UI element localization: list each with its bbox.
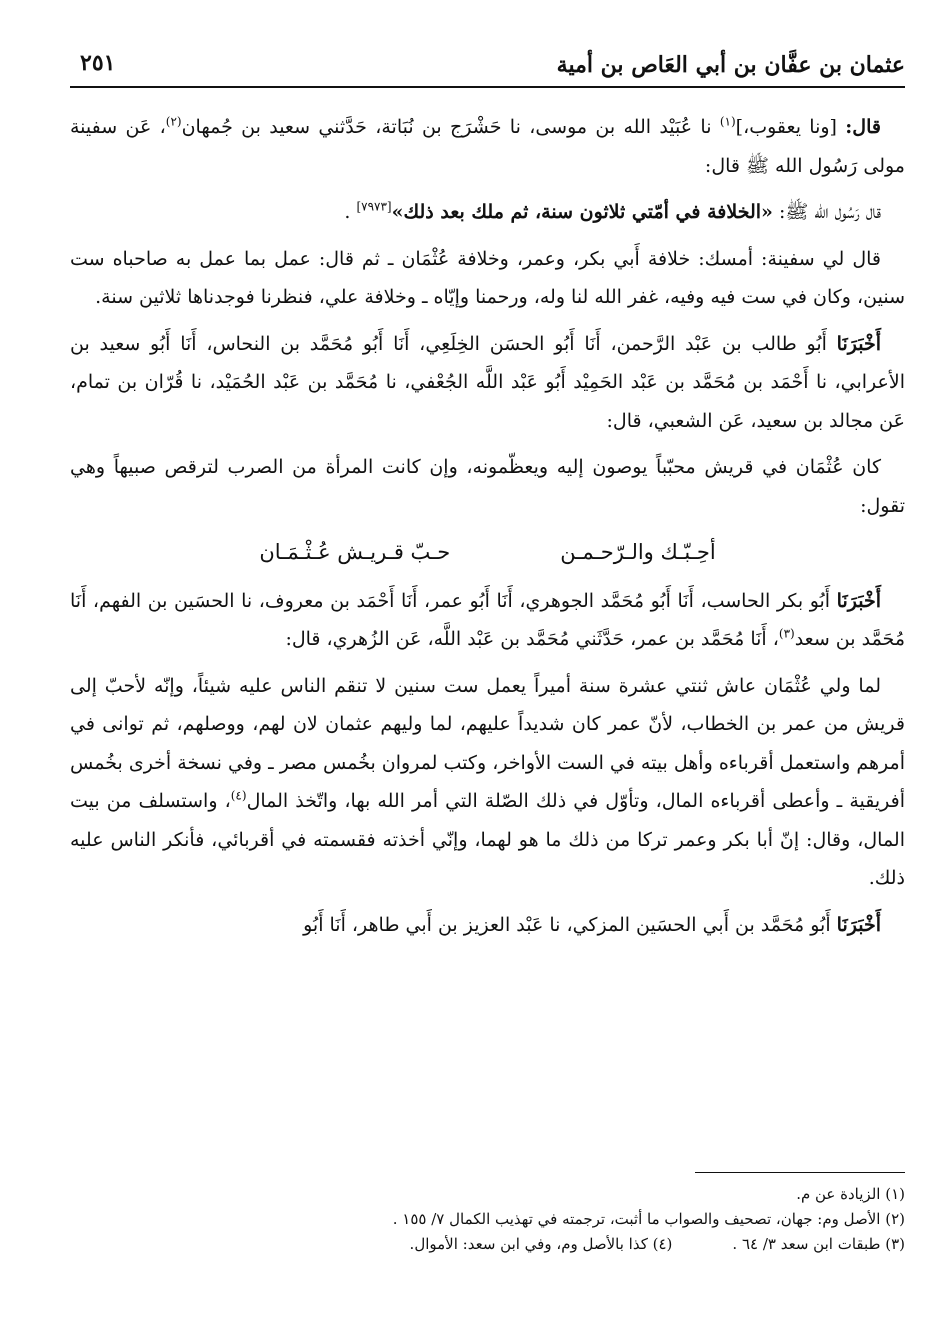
running-title: عثمان بن عفَّان بن أبي العَاص بن أمية [556,52,905,78]
paragraph-text: لما ولي عُثْمَان عاش ثنتي عشرة سنة أميراً يعمل ست سنين لا تنقم الناس عليه شيئاً، وإنّه لأحبّ إلى قريش من عمر بن الخطاب، لأنّ عمر كان شديداً عليهم، لما وليهم عثمان لان لهم، ووصلهم، ثم توانى في أمرهم واستعمل أقرباءه وأهل بيته في الست الأواخر، وكتب لمروان بخُمس مصر ـ وفي نسخة أخرى بخُمس أفريقية ـ وأعطى أقرباءه المال، وتأوّل في ذلك الصّلة التي أمر الله بها، واتّخذ المال [70,674,905,812]
footnote-4: (٤) كذا بالأصل وم، وفي ابن سعد: الأموال. [409,1235,673,1253]
narration-lead: أَخْبَرَنَا [836,332,881,355]
paragraph-text: ، أَنَا مُحَمَّد بن عمر، حَدَّثَني مُحَمَّد بن عَبْد اللَّه، عَن الزُهري، قال: [285,628,779,650]
page-header [70,40,905,90]
footnotes [70,1182,905,1257]
paragraph-text: ، واستسلف من بيت المال، وقال: إنّ أبا بكر وعمر تركا من ذلك ما هو لهما، وإنّي أخذته فقسمته في أقربائي، فأنكر الناس عليه ذلك. [70,790,905,889]
paragraph-text: قال رَسُول الله ﷺ: [772,201,881,223]
paragraph-text: كان عُثْمَان في قريش محبّباً يوصون إليه ويعظّمونه، وإن كانت المرأة من الصرب لترقص صبيهاً وهي تقول: [70,456,905,517]
paragraph [70,582,905,659]
hadith-text: «الخلافة في أمّتي ثلاثون سنة، ثم ملك بعد ذلك» [391,201,773,223]
paragraph-text: أَبُو بكر الحاسب، أَنَا أَبُو مُحَمَّد الجوهري، أَنَا أَبُو عمر، أَنَا أَحْمَد بن معروف، نا الحسَين بن الفهم، أَنَا مُحَمَّد بن سعد [70,589,905,650]
narration-lead: قال: [845,116,881,138]
paragraph-text: أَبُو طالب بن عَبْد الرَّحمن، أَنَا أَبُو الحسَن الخِلَعِي، أَنَا أَبُو مُحَمَّد بن النحاس، أَنَا أَبُو سعيد بن الأعرابي، نا أَحْمَد بن مُحَمَّد بن عَبْد الحَمِيْد أَبُو عَبْد اللَّه الجُعْفي، نا مُحَمَّد بن عَبْد الحُمَيْد، نا قُرّان بن تمام، عَن مجالد بن سعيد، عَن الشعبي، قال: [70,332,905,432]
paragraph-text: [ونا يعقوب،] [735,116,846,138]
footnote-2: (٢) الأصل وم: جهان، تصحيف والصواب ما أثبت، ترجمته في تهذيب الكمال ٧/ ١٥٥ . [392,1210,905,1228]
narration-lead: أَخْبَرَنَا [836,589,881,612]
verse-first-hemistich: أحِـبّـك والـرّحـمـن [560,540,716,564]
page-number: ٢٥١ [80,50,116,76]
footnote-ref: (١) [719,114,736,129]
paragraph-text: أَبُو مُحَمَّد بن أَبي الحسَين المزكي، نا عَبْد العزيز بن أَبي طاهر، أَنَا أَبُو [303,913,837,936]
footnote-ref: (٣) [778,626,795,641]
paragraph [70,240,905,317]
paragraph-text: نا عُبَيْد الله بن موسى، نا حَشْرَج بن نُبَاتة، حَدَّثني سعيد بن جُمهان [181,116,720,138]
footnote-rule [695,1172,905,1173]
hadith-number: [٧٩٧٣] [356,199,392,214]
verse-second-hemistich: حـبّ قـريـش عُـثْـمَـان [259,540,451,564]
paragraph [70,325,905,441]
poem-verse [70,533,905,572]
paragraph [70,906,905,945]
footnote-3: (٣) طبقات ابن سعد ٣/ ٦٤ . [732,1235,905,1253]
footnote-1: (١) الزيادة عن م. [796,1185,905,1203]
paragraph [70,667,905,898]
paragraph [70,448,905,525]
narration-lead: أَخْبَرَنَا [836,913,881,936]
footnote-row [70,1232,905,1257]
header-rule [70,86,905,88]
paragraph-text: ، عَن سفينة مولى رَسُول الله ﷺ قال: [70,116,905,177]
book-page [70,40,905,1253]
paragraph [70,193,905,232]
footnote-ref: (٢) [165,114,182,129]
footnote-ref: (٤) [230,788,247,803]
paragraph-text: قال لي سفينة: أمسك: خلافة أَبي بكر، وعمر، وخلافة عُثْمَان ـ ثم قال: عمل بما عمل به صاحباه ست سنين، وكان في ست فيه وفيه، غفر الله لنا وله، ورحمنا وإيّاه ـ وخلافة علي، فنظرنا فوجدناها ثلاثين سنة. [70,247,905,308]
page-body [70,108,905,944]
paragraph [70,108,905,185]
paragraph-text: . [344,201,357,223]
